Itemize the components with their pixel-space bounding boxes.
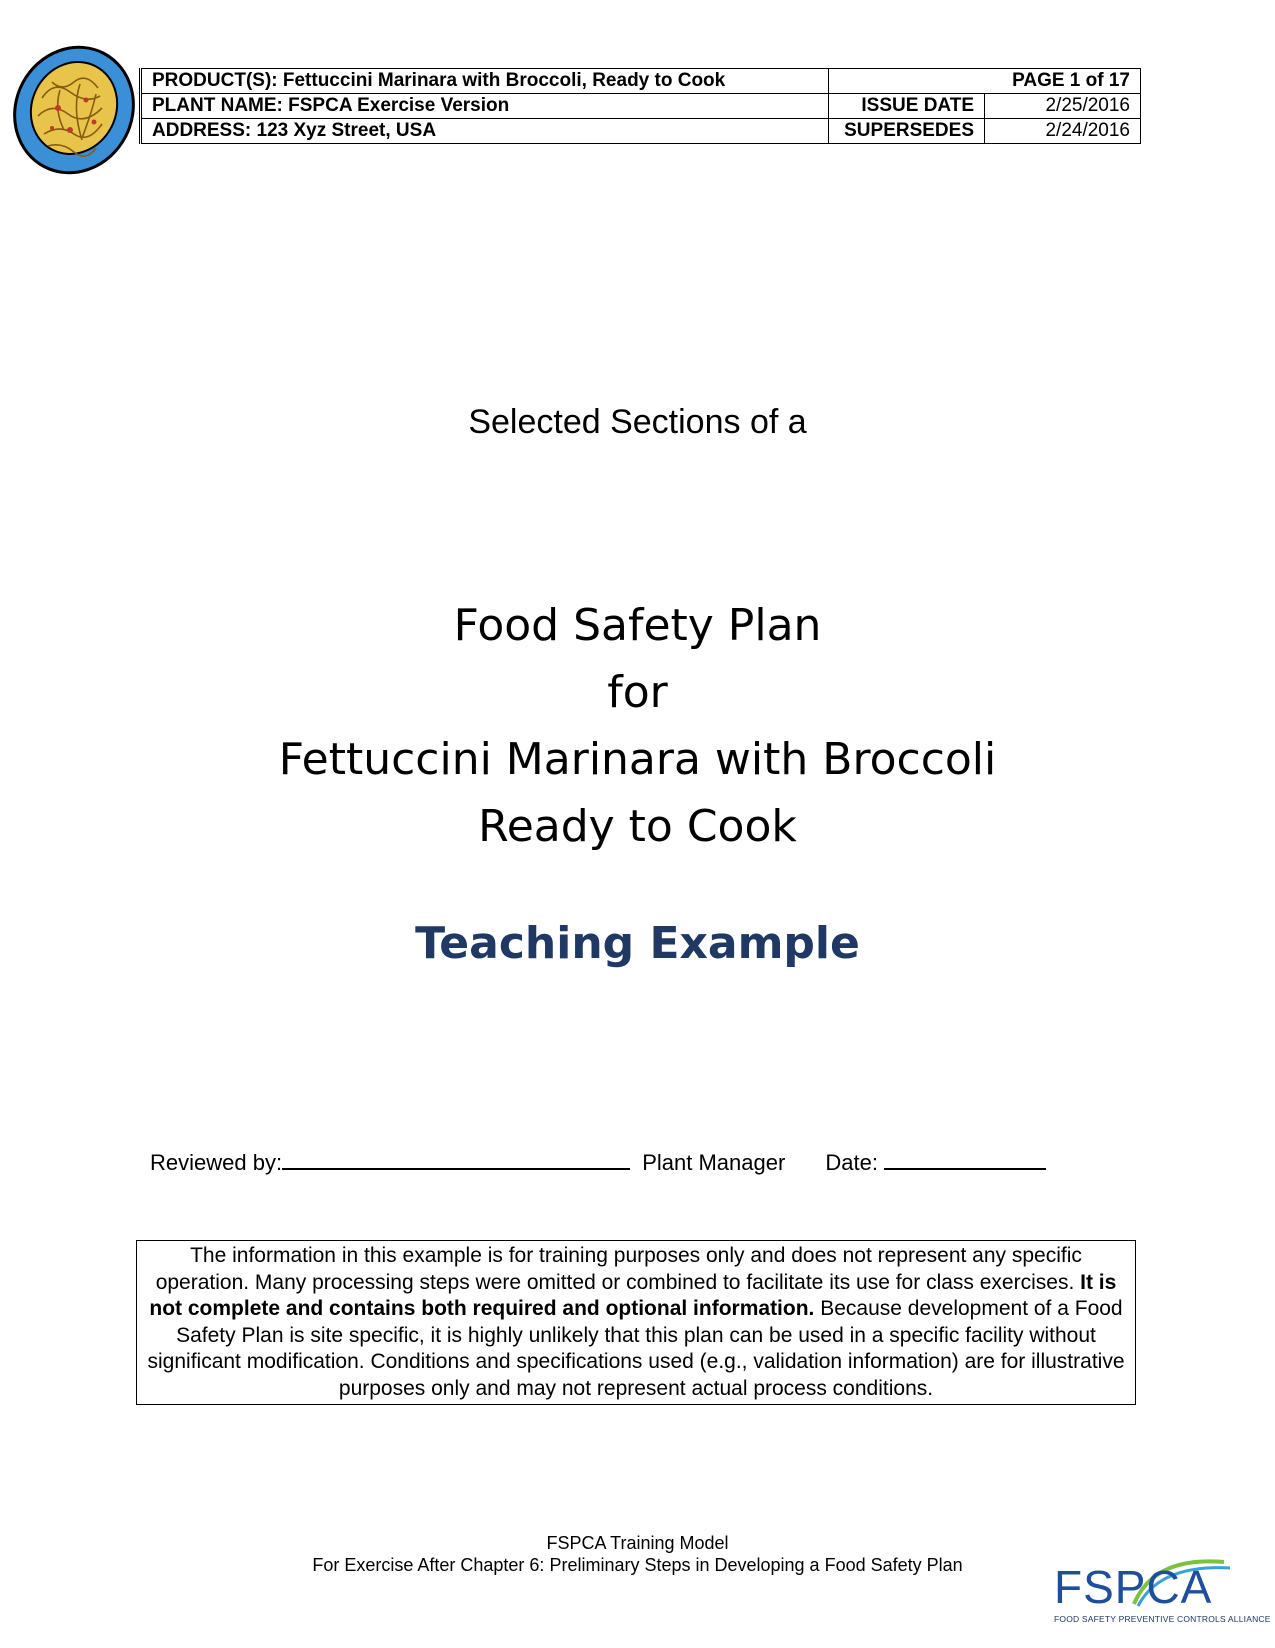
teaching-example-heading: Teaching Example [415,918,860,969]
cover-subtitle: Selected Sections of a [468,403,807,441]
plant-manager-label: Plant Manager [642,1150,786,1175]
title-line: for [607,667,668,718]
fspca-logo [1054,1560,1271,1630]
footer-line-2: For Exercise After Chapter 6: Preliminary Steps in Developing a Food Safety Plan [312,1555,963,1575]
document-header-table [139,68,1141,144]
reviewed-by-label: Reviewed by: [150,1150,283,1175]
footer-line-1: FSPCA Training Model [546,1533,729,1553]
page-number: PAGE 1 of 17 [829,69,1141,94]
title-line: Fettuccini Marinara with Broccoli [278,734,997,785]
address-cell: ADDRESS: 123 Xyz Street, USA [141,119,829,144]
pasta-plate-icon [8,38,140,178]
supersedes-label: SUPERSEDES [829,119,985,144]
disclaimer-text: Because development of a Food Safety Plan is site specific, it is highly unlikely that this plan can be used in a specific facility without significant modification. Conditions and specifications used (e.g., validation information) are for illustrative purposes only and may not represent actual process conditions. [147,1297,1125,1400]
logo-text: FSPCA [1054,1561,1213,1613]
title-line: Food Safety Plan [453,600,822,651]
product-cell: PRODUCT(S): Fettuccini Marinara with Broccoli, Ready to Cook [141,69,829,94]
logo-tagline: FOOD SAFETY PREVENTIVE CONTROLS ALLIANCE [1054,1614,1271,1624]
issue-date-label: ISSUE DATE [829,94,985,119]
signature-row [150,1148,1046,1176]
reviewed-by-line[interactable] [282,1148,630,1170]
disclaimer-bold-text: It is not complete and contains both required and optional information. [149,1270,1117,1320]
date-label: Date: [825,1150,879,1175]
title-line: Ready to Cook [478,801,797,852]
disclaimer-box [136,1240,1136,1405]
issue-date-value: 2/25/2016 [985,94,1141,119]
plant-name-cell: PLANT NAME: FSPCA Exercise Version [141,94,829,119]
date-line[interactable] [884,1148,1046,1170]
supersedes-value: 2/24/2016 [985,119,1141,144]
cover-title [0,592,1275,860]
disclaimer-text: The information in this example is for training purposes only and does not represent any specific operation. Many processing steps were omitted or combined to facilitate its use for class exercises. [155,1244,1082,1294]
